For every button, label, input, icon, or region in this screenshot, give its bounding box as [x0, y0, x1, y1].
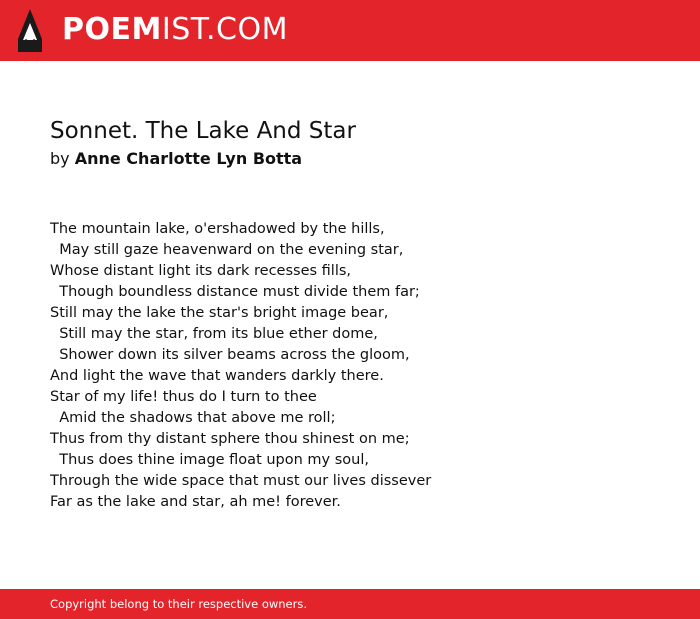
brand-light: IST.COM	[161, 12, 288, 47]
by-label: by	[50, 149, 70, 168]
poem-line: Thus from thy distant sphere thou shinest on me;	[50, 431, 410, 447]
poem-line: Shower down its silver beams across the gloom,	[50, 347, 410, 363]
author-name: Anne Charlotte Lyn Botta	[74, 149, 303, 168]
byline	[50, 149, 302, 169]
poem-line: Thus does thine image float upon my soul,	[50, 452, 369, 468]
copyright-notice: Copyright belong to their respective owners.	[50, 597, 308, 611]
poem-title: Sonnet. The Lake And Star	[50, 118, 356, 144]
poem-line: Still may the star, from its blue ether dome,	[50, 326, 378, 342]
poem-body	[50, 219, 431, 513]
poem-line: May still gaze heavenward on the evening star,	[50, 242, 404, 258]
site-logo[interactable]	[62, 13, 288, 47]
poem-line: Still may the lake the star's bright image bear,	[50, 305, 389, 321]
poem-line: And light the wave that wanders darkly there.	[50, 368, 384, 384]
poem-line: Amid the shadows that above me roll;	[50, 410, 336, 426]
site-header	[0, 0, 700, 61]
pencil-tip-icon[interactable]	[18, 9, 42, 52]
poem-line: Far as the lake and star, ah me! forever.	[50, 494, 341, 510]
poem-line: The mountain lake, o'ershadowed by the hills,	[50, 221, 385, 237]
poem-line: Through the wide space that must our lives dissever	[50, 473, 432, 489]
poem-line: Star of my life! thus do I turn to thee	[50, 389, 317, 405]
site-footer	[0, 589, 700, 619]
poem-line: Whose distant light its dark recesses fills,	[50, 263, 352, 279]
poem-line: Though boundless distance must divide them far;	[50, 284, 420, 300]
brand-bold: POEM	[62, 12, 162, 47]
